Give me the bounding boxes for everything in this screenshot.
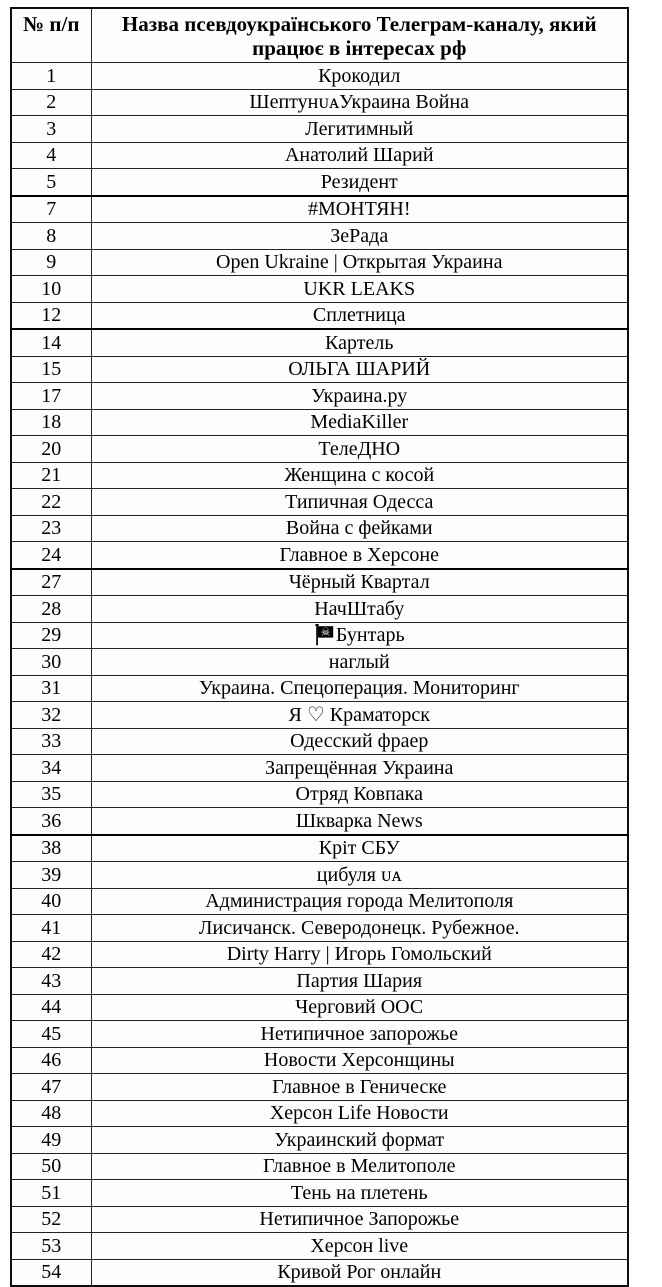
row-number-cell: 4: [11, 142, 91, 169]
table-row: [11, 409, 628, 436]
table-row: [11, 755, 628, 782]
row-number-cell: 43: [11, 968, 91, 995]
table-body: [11, 63, 628, 1287]
row-number-cell: 39: [11, 862, 91, 889]
table-row: [11, 994, 628, 1021]
table-row: [11, 63, 628, 90]
table-row: [11, 596, 628, 623]
channel-name-cell: ОЛЬГА ШАРИЙ: [91, 356, 628, 383]
row-number-cell: 3: [11, 116, 91, 143]
channel-name-cell: Кривой Рог онлайн: [91, 1259, 628, 1286]
table-row: [11, 1233, 628, 1260]
row-number-cell: 33: [11, 728, 91, 755]
row-number-cell: 50: [11, 1153, 91, 1180]
table-row: [11, 649, 628, 676]
table-row: [11, 489, 628, 516]
table-row: [11, 1259, 628, 1286]
channel-name-cell: Одесский фраер: [91, 728, 628, 755]
channel-name-cell: Женщина с косой: [91, 462, 628, 489]
table-row: [11, 249, 628, 276]
channel-name-cell: наглый: [91, 649, 628, 676]
row-number-cell: 48: [11, 1100, 91, 1127]
row-number-cell: 47: [11, 1074, 91, 1101]
table-row: [11, 968, 628, 995]
table-row: [11, 89, 628, 116]
channel-name-cell: Отряд Ковпака: [91, 781, 628, 808]
channel-table: [10, 7, 629, 1287]
table-row: [11, 1180, 628, 1207]
channel-name-cell: Картель: [91, 329, 628, 356]
channel-name-cell: Типичная Одесса: [91, 489, 628, 516]
table-row: [11, 1021, 628, 1048]
channel-name-cell: Шкварка News: [91, 808, 628, 835]
channel-name-cell: Война с фейками: [91, 515, 628, 542]
pirate-flag-icon: [314, 624, 334, 646]
svg-text:☠: ☠: [320, 625, 331, 639]
channel-name-cell: Резидент: [91, 169, 628, 196]
table-row: [11, 622, 628, 649]
table-row: [11, 941, 628, 968]
channel-name-cell: #МОНТЯН!: [91, 196, 628, 223]
channel-name-cell: Крокодил: [91, 63, 628, 90]
row-number-cell: 15: [11, 356, 91, 383]
channel-name-cell: Главное в Геническе: [91, 1074, 628, 1101]
row-number-cell: 18: [11, 409, 91, 436]
channel-name-cell: ЗеРада: [91, 223, 628, 250]
channel-name-cell: Лисичанск. Северодонецк. Рубежное.: [91, 915, 628, 942]
row-number-cell: 12: [11, 302, 91, 329]
channel-name-cell: Администрация города Мелитополя: [91, 888, 628, 915]
table-row: [11, 142, 628, 169]
row-number-cell: 49: [11, 1127, 91, 1154]
table-row: [11, 542, 628, 569]
row-number-cell: 51: [11, 1180, 91, 1207]
channel-name-cell: Украина.ру: [91, 383, 628, 410]
row-number-cell: 31: [11, 675, 91, 702]
header-row: [11, 8, 628, 63]
channel-name-cell: Партия Шария: [91, 968, 628, 995]
channel-name-cell: Тень на плетень: [91, 1180, 628, 1207]
channel-name-cell: цибуля ᴜᴀ: [91, 862, 628, 889]
channel-name-cell: Я ♡ Краматорск: [91, 702, 628, 729]
row-number-cell: 34: [11, 755, 91, 782]
row-number-cell: 20: [11, 436, 91, 463]
channel-name-cell: Нетипичное Запорожье: [91, 1206, 628, 1233]
channel-name-cell: Сплетница: [91, 302, 628, 329]
channel-name-cell: Херсон live: [91, 1233, 628, 1260]
table-row: [11, 276, 628, 303]
row-number-cell: 23: [11, 515, 91, 542]
channel-name-cell: Запрещённая Украина: [91, 755, 628, 782]
row-number-cell: 21: [11, 462, 91, 489]
row-number-cell: 5: [11, 169, 91, 196]
row-number-cell: 46: [11, 1047, 91, 1074]
table-row: [11, 569, 628, 596]
table-row: [11, 781, 628, 808]
table-row: [11, 462, 628, 489]
table-row: [11, 675, 628, 702]
row-number-cell: 53: [11, 1233, 91, 1260]
channel-name-cell: Новости Херсонщины: [91, 1047, 628, 1074]
row-number-cell: 54: [11, 1259, 91, 1286]
channel-name-cell: Главное в Мелитополе: [91, 1153, 628, 1180]
channel-name-cell: Кріт СБУ: [91, 835, 628, 862]
row-number-cell: 41: [11, 915, 91, 942]
table-row: [11, 835, 628, 862]
row-number-cell: 52: [11, 1206, 91, 1233]
row-number-cell: 8: [11, 223, 91, 250]
row-number-cell: 9: [11, 249, 91, 276]
row-number-cell: 1: [11, 63, 91, 90]
table-row: [11, 1206, 628, 1233]
row-number-cell: 22: [11, 489, 91, 516]
row-number-cell: 17: [11, 383, 91, 410]
row-number-cell: 29: [11, 622, 91, 649]
table-row: [11, 356, 628, 383]
row-number-cell: 14: [11, 329, 91, 356]
table-row: [11, 116, 628, 143]
column-header-number: № п/п: [11, 8, 91, 63]
channel-name-cell: [91, 622, 628, 649]
channel-name-cell: НачШтабу: [91, 596, 628, 623]
row-number-cell: 7: [11, 196, 91, 223]
row-number-cell: 32: [11, 702, 91, 729]
table-row: [11, 1047, 628, 1074]
table-row: [11, 196, 628, 223]
row-number-cell: 10: [11, 276, 91, 303]
table-row: [11, 1100, 628, 1127]
channel-name-cell: Чёрный Квартал: [91, 569, 628, 596]
row-number-cell: 40: [11, 888, 91, 915]
column-header-channel-name: Назва псевдоукраїнського Телеграм-каналу, який працює в інтересах рф: [91, 8, 628, 63]
table-row: [11, 702, 628, 729]
table-row: [11, 223, 628, 250]
channel-name-cell: Главное в Херсоне: [91, 542, 628, 569]
table-row: [11, 888, 628, 915]
row-number-cell: 30: [11, 649, 91, 676]
table-row: [11, 1153, 628, 1180]
table-row: [11, 169, 628, 196]
table-row: [11, 515, 628, 542]
channel-name-cell: Украина. Спецоперация. Мониторинг: [91, 675, 628, 702]
channel-name-cell: Анатолий Шарий: [91, 142, 628, 169]
row-number-cell: 35: [11, 781, 91, 808]
channel-name-cell: Open Ukraine | Открытая Украина: [91, 249, 628, 276]
table-row: [11, 728, 628, 755]
table-row: [11, 808, 628, 835]
table-row: [11, 302, 628, 329]
channel-name-cell: ТелеДНО: [91, 436, 628, 463]
table-row: [11, 383, 628, 410]
table-row: [11, 1074, 628, 1101]
channel-name-text: Бунтарь: [335, 624, 405, 647]
channel-name-cell: Легитимный: [91, 116, 628, 143]
channel-name-cell: ШептунᴜᴀУкраина Война: [91, 89, 628, 116]
channel-name-cell: Херсон Life Новости: [91, 1100, 628, 1127]
table-row: [11, 436, 628, 463]
document-page: [10, 7, 629, 1287]
row-number-cell: 38: [11, 835, 91, 862]
row-number-cell: 45: [11, 1021, 91, 1048]
channel-name-cell: Черговий ООС: [91, 994, 628, 1021]
table-row: [11, 329, 628, 356]
channel-name-cell: Нетипичное запорожье: [91, 1021, 628, 1048]
row-number-cell: 2: [11, 89, 91, 116]
row-number-cell: 27: [11, 569, 91, 596]
row-number-cell: 28: [11, 596, 91, 623]
row-number-cell: 42: [11, 941, 91, 968]
table-row: [11, 862, 628, 889]
channel-name-cell: Украинский формат: [91, 1127, 628, 1154]
channel-name-cell: MediaKiller: [91, 409, 628, 436]
channel-name-cell: UKR LEAKS: [91, 276, 628, 303]
row-number-cell: 24: [11, 542, 91, 569]
row-number-cell: 44: [11, 994, 91, 1021]
channel-name-cell: Dirty Harry | Игорь Гомольский: [91, 941, 628, 968]
table-row: [11, 1127, 628, 1154]
row-number-cell: 36: [11, 808, 91, 835]
table-row: [11, 915, 628, 942]
